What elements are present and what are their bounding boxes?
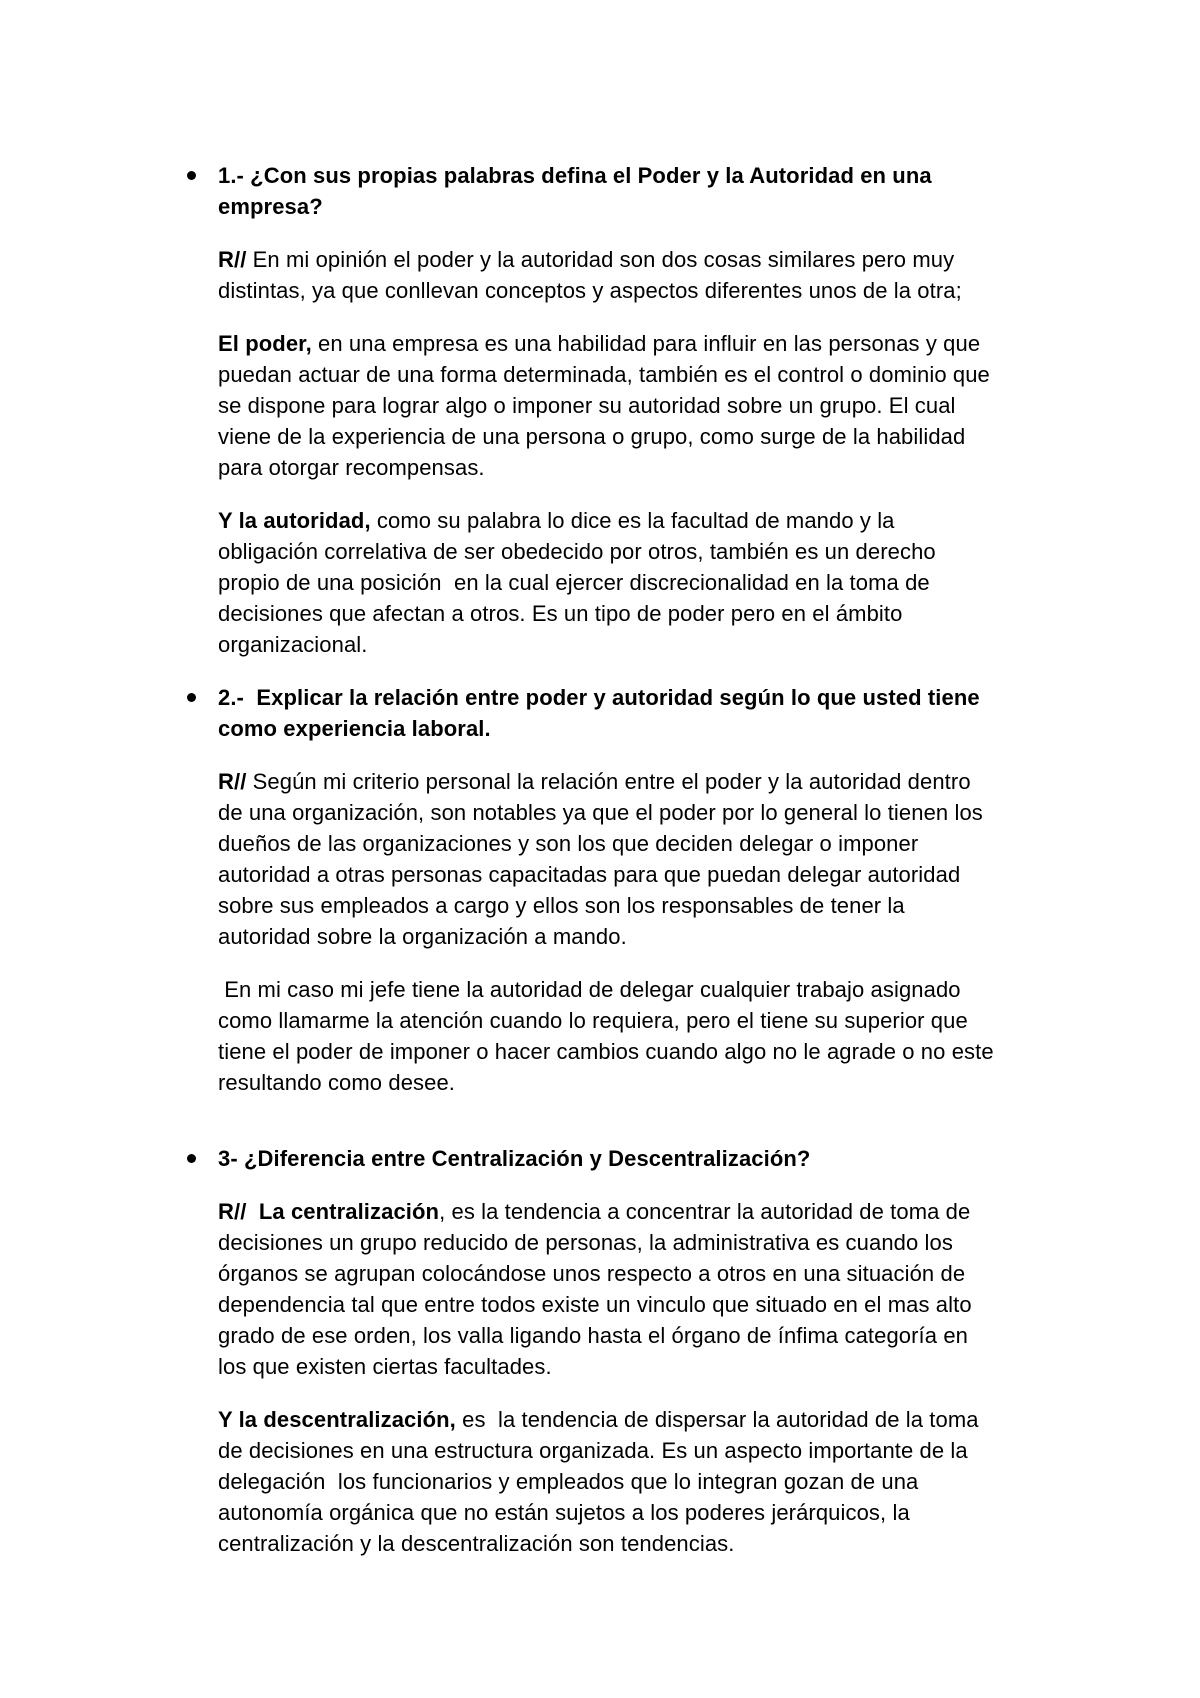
question-heading: 2.- Explicar la relación entre poder y autoridad según lo que usted tiene como experiencia laboral.	[218, 685, 986, 741]
text-run: en una empresa es una habilidad para influir en las personas y que puedan actuar de una forma determinada, también es el control o dominio que se dispone para lograr algo o imponer su autoridad sobre un grupo. El cual viene de la experiencia de una persona o grupo, como surge de la habilidad para otorgar recompensas.	[218, 331, 997, 480]
bold-text-run: R//	[218, 1199, 247, 1224]
answer-paragraph	[218, 244, 997, 306]
answer-paragraph	[218, 766, 997, 952]
bullet-icon	[187, 171, 196, 180]
question-section	[187, 1143, 997, 1559]
question-heading-row	[187, 160, 997, 244]
bullet-icon	[187, 1154, 196, 1163]
bold-text-run: El poder,	[218, 331, 312, 356]
text-run: En mi caso mi jefe tiene la autoridad de delegar cualquier trabajo asignado como llamarme la atención cuando lo requiera, pero el tiene su superior que tiene el poder de imponer o hacer cambios cuando algo no le agrade o no este resultando como desee.	[218, 977, 1000, 1095]
bold-text-run: R//	[218, 769, 247, 794]
question-heading-row	[187, 682, 997, 766]
bullet-icon	[187, 693, 196, 702]
answer-paragraph	[218, 1196, 997, 1382]
question-section	[187, 682, 1000, 1098]
question-heading: 1.- ¿Con sus propias palabras defina el Poder y la Autoridad en una empresa?	[218, 163, 938, 219]
text-run: es la tendencia de dispersar la autoridad de la toma de decisiones en una estructura organizada. Es un aspecto importante de la delegación los funcionarios y empleados que lo integran gozan de una autonomía orgánica que no están sujetos a los poderes jerárquicos, la centralización y la descentralización son tendencias.	[218, 1407, 985, 1556]
bold-text-run: La centralización	[258, 1199, 440, 1224]
question-heading: 3- ¿Diferencia entre Centralización y Descentralización?	[218, 1146, 811, 1171]
bold-text-run: Y la descentralización,	[218, 1407, 456, 1432]
bold-text-run: Y la autoridad,	[218, 508, 371, 533]
question-heading-row	[187, 1143, 997, 1196]
text-run	[246, 1199, 258, 1224]
text-run: Según mi criterio personal la relación entre el poder y la autoridad dentro de una organización, son notables ya que el poder por lo general lo tienen los dueños de las organizaciones y son los que deciden delegar o imponer autoridad a otras personas capacitadas para que puedan delegar autoridad sobre sus empleados a cargo y ellos son los responsables de tener la autoridad sobre la organización a mando.	[218, 769, 990, 949]
answer-paragraph	[218, 1404, 997, 1559]
bold-text-run: R//	[218, 247, 247, 272]
text-run: En mi opinión el poder y la autoridad son dos cosas similares pero muy distintas, ya que conllevan conceptos y aspectos diferentes unos de la otra;	[218, 247, 962, 303]
answer-paragraph	[218, 328, 997, 483]
answer-paragraph	[218, 974, 1000, 1098]
text-run: , es la tendencia a concentrar la autoridad de toma de decisiones un grupo reducido de personas, la administrativa es cuando los órganos se agrupan colocándose unos respecto a otros en una situación de dependencia tal que entre todos existe un vinculo que situado en el mas alto grado de ese orden, los valla ligando hasta el órgano de ínfima categoría en los que existen ciertas facultades.	[218, 1199, 978, 1379]
answer-paragraph	[218, 505, 997, 660]
text-run: como su palabra lo dice es la facultad de mando y la obligación correlativa de ser obedecido por otros, también es un derecho propio de una posición en la cual ejercer discrecionalidad en la toma de decisiones que afectan a otros. Es un tipo de poder pero en el ámbito organizacional.	[218, 508, 942, 657]
question-section	[187, 160, 997, 660]
